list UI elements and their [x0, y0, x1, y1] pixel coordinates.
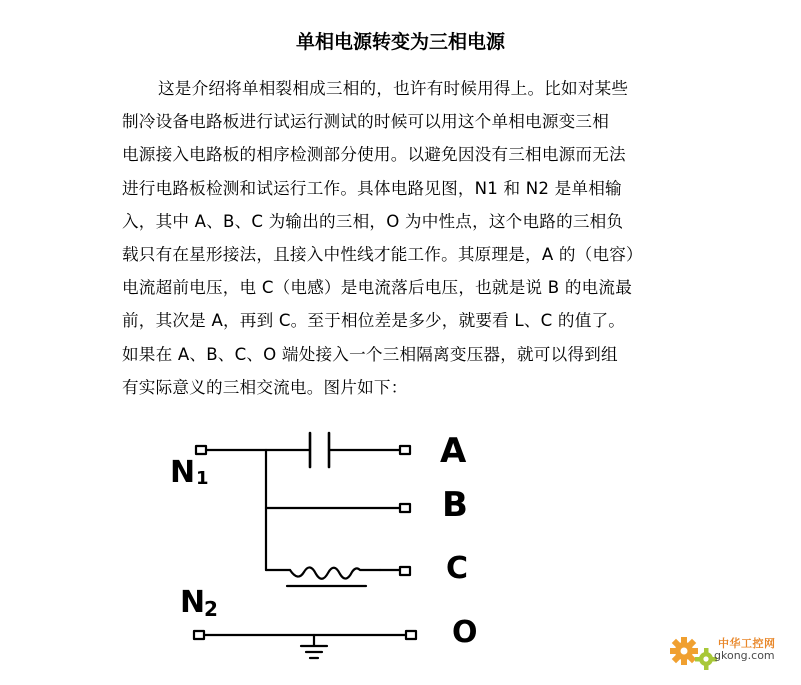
terminal-c	[400, 567, 410, 575]
output-o-label: O	[452, 615, 478, 650]
article-line: 制冷设备电路板进行试运行测试的时候可以用这个单相电源变三相	[122, 112, 610, 132]
article-line: 前，其次是 A，再到 C。至于相位差是多少，就要看 L、C 的值了。	[122, 311, 626, 331]
terminal-b	[400, 504, 410, 512]
ground-icon	[301, 635, 327, 658]
inductor-icon	[290, 567, 380, 578]
output-a-label: A	[440, 431, 467, 471]
article-line: 有实际意义的三相交流电。图片如下：	[122, 377, 408, 397]
n1-subscript: 1	[196, 468, 209, 489]
n2-subscript: 2	[204, 597, 218, 621]
n1-label: N	[170, 455, 196, 490]
n2-terminal	[194, 631, 204, 639]
watermark-site-name: 中华工控网	[718, 637, 776, 650]
article-line: 这是介绍将单相裂相成三相的，也许有时候用得上。比如对某些	[158, 79, 629, 98]
watermark-logo	[666, 629, 796, 679]
terminal-a	[400, 446, 410, 454]
capacitor-icon	[310, 433, 329, 467]
output-b-label: B	[442, 485, 468, 525]
article-line: 电源接入电路板的相序检测部分使用。以避免因没有三相电源而无法	[122, 145, 626, 165]
article-line: 载只有在星形接法，且接入中性线才能工作。其原理是，A 的（电容）	[122, 244, 643, 264]
output-c-label: C	[446, 551, 469, 586]
watermark-url: gkong.com	[714, 649, 775, 662]
article-line: 入，其中 A、B、C 为输出的三相，O 为中性点，这个电路的三相负	[122, 211, 624, 231]
article-line: 电流超前电压，电 C（电感）是电流落后电压，也就是说 B 的电流最	[122, 278, 633, 298]
n1-terminal	[196, 446, 206, 454]
article-line: 如果在 A、B、C、O 端处接入一个三相隔离变压器，就可以得到组	[122, 344, 618, 364]
n2-label: N	[180, 585, 206, 620]
page-title: 单相电源转变为三相电源	[295, 31, 505, 53]
article-line: 进行电路板检测和试运行工作。具体电路见图，N1 和 N2 是单相输	[122, 178, 622, 198]
terminal-o	[406, 631, 416, 639]
